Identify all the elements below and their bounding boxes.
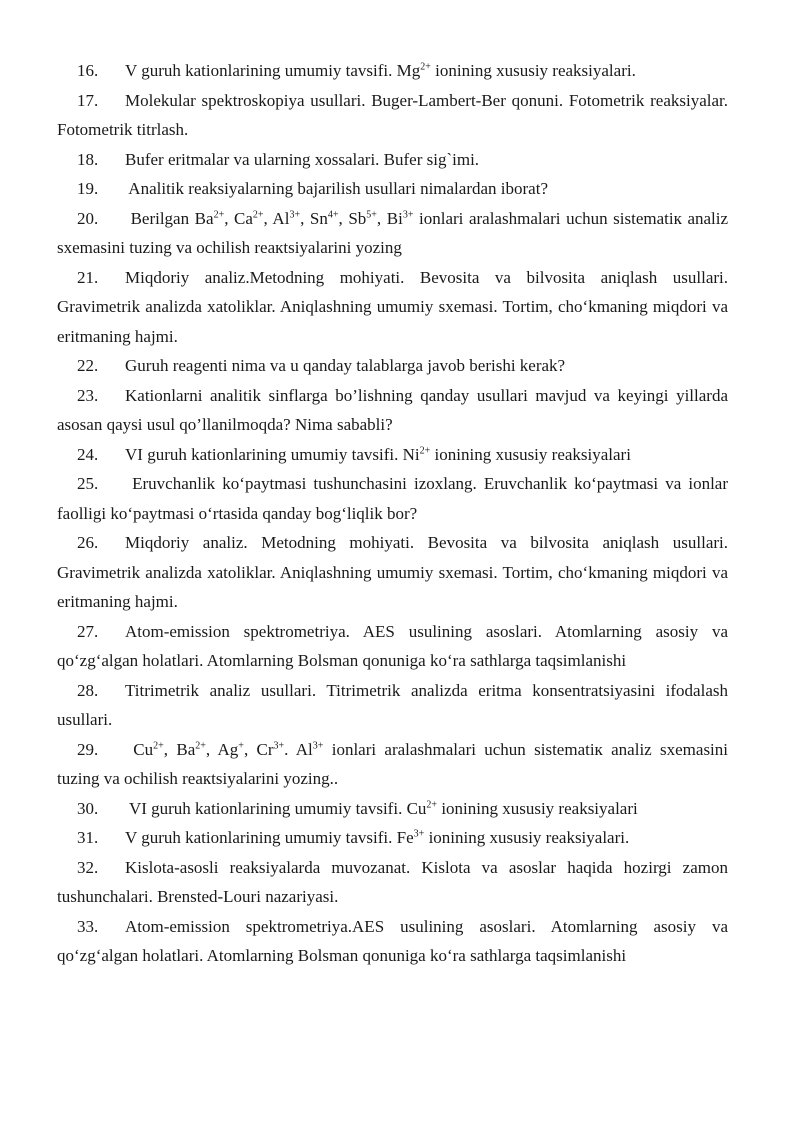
ion-charge: 3+ xyxy=(273,739,285,751)
question-number: 24. xyxy=(77,444,99,464)
question-item xyxy=(57,912,728,971)
question-text: Kationlarni analitik sinflarga bo’lishning qanday usullari mavjud va keyingi yillarda asosan qaysi usul qo’llanilmoqda? Nima sababli? xyxy=(57,385,728,434)
question-number: 20. xyxy=(77,208,99,228)
question-item xyxy=(57,853,728,912)
question-text: , Al xyxy=(263,208,290,228)
question-number: 26. xyxy=(77,533,99,552)
ion-charge: 2+ xyxy=(213,208,225,220)
question-text: , Bi xyxy=(376,208,403,228)
question-item xyxy=(57,528,728,617)
question-text: Bufer eritmalar va ularning xossalari. Bufer sig`imi. xyxy=(125,149,480,169)
ion-charge: 2+ xyxy=(420,61,431,73)
question-text: Guruh reagenti nima va u qanday talablarga javob berishi kerak? xyxy=(125,356,566,375)
question-text: ionlari aralashmalari uchun sistematiк analiz sxemasini tuzing va ochilish reaкtsiyalarini yozing xyxy=(57,208,729,257)
question-text: Cu xyxy=(125,739,154,759)
question-text: , Cr xyxy=(243,739,274,759)
question-text: ionining xususiy reaksiyalari. xyxy=(430,61,636,80)
question-text: Kislota-asosli reaksiyalarda muvozanat. Kislota va asoslar haqida hozirgi zamon tushunchalari. Brensted-Louri nazariyasi. xyxy=(57,857,728,906)
question-text: V guruh kationlarining umumiy tavsifi. Mg xyxy=(125,61,421,80)
ion-charge: 4+ xyxy=(327,208,339,220)
question-text: ionining xususiy reaksiyalari xyxy=(430,444,631,464)
question-text: ionining xususiy reaksiyalari. xyxy=(424,828,630,847)
question-item xyxy=(57,469,728,528)
question-text: , Sb xyxy=(338,208,367,228)
question-text: , Sn xyxy=(300,208,328,228)
question-text: . Al xyxy=(284,739,313,759)
question-number: 25. xyxy=(77,474,99,493)
question-number: 30. xyxy=(77,798,99,818)
question-text: Analitik reaksiyalarning bajarilish usullari nimalardan iborat? xyxy=(125,179,548,198)
question-text: ionlari aralashmalari uchun sistematiк analiz sxemasini tuzing va ochilish reaкtsiyalarini yozing.. xyxy=(57,739,729,788)
question-text: Miqdoriy analiz. Metodning mohiyati. Bevosita va bilvosita aniqlash usullari. Gravimetrik analizda xatoliklar. Aniqlashning umumiy sxemasi. Tortim, cho‘kmaning miqdori va eritmaning hajmi. xyxy=(57,533,728,611)
question-list xyxy=(57,56,728,971)
ion-charge: 2+ xyxy=(419,444,431,456)
question-number: 28. xyxy=(77,680,99,700)
question-item xyxy=(57,823,728,853)
question-item xyxy=(57,86,728,145)
ion-charge: 2+ xyxy=(195,739,206,751)
question-text: , Ca xyxy=(224,208,253,228)
question-number: 21. xyxy=(77,267,99,287)
question-number: 16. xyxy=(77,61,99,80)
question-item xyxy=(57,735,728,794)
question-number: 31. xyxy=(77,828,99,847)
question-text: VI guruh kationlarining umumiy tavsifi. Cu xyxy=(125,798,427,818)
question-text: Eruvchanlik ko‘paytmasi tushunchasini izoxlang. Eruvchanlik ko‘paytmasi va ionlar faolligi ko‘paytmasi o‘rtasida qanday bog‘liqlik bor? xyxy=(57,474,728,523)
question-item xyxy=(57,440,728,470)
question-text: Titrimetrik analiz usullari. Titrimetrik analizda eritma konsentratsiyasini ifodalash usullari. xyxy=(57,680,728,729)
question-number: 27. xyxy=(77,621,99,641)
question-text: Molekular spektroskopiya usullari. Buger-Lambert-Ber qonuni. Fotometrik reaksiyalar. Fotometrik titrlash. xyxy=(57,90,728,139)
question-item xyxy=(57,794,728,824)
question-number: 19. xyxy=(77,179,99,198)
question-number: 29. xyxy=(77,739,99,759)
ion-charge: 2+ xyxy=(426,798,438,810)
ion-charge: 3+ xyxy=(402,208,414,220)
question-text: Miqdoriy analiz.Metodning mohiyati. Bevosita va bilvosita aniqlash usullari. Gravimetrik analizda xatoliklar. Aniqlashning umumiy sxemasi. Tortim, cho‘kmaning miqdori va eritmaning hajmi. xyxy=(57,267,728,346)
question-number: 22. xyxy=(77,356,99,375)
ion-charge: 3+ xyxy=(289,208,301,220)
question-item xyxy=(57,676,728,735)
ion-charge: + xyxy=(238,739,244,751)
ion-charge: 5+ xyxy=(366,208,377,220)
question-item xyxy=(57,145,728,175)
question-number: 32. xyxy=(77,857,99,877)
question-item xyxy=(57,263,728,352)
question-text: VI guruh kationlarining umumiy tavsifi. Ni xyxy=(125,444,420,464)
question-item xyxy=(57,56,728,86)
question-text: Atom-emission spektrometriya.AES usulining asoslari. Atomlarning asosiy va qo‘zg‘algan holatlari. Atomlarning Bolsman qonuniga ko‘ra sathlarga taqsimlanishi xyxy=(57,916,728,965)
question-text: Berilgan Ba xyxy=(125,208,214,228)
question-item xyxy=(57,617,728,676)
question-text: , Ba xyxy=(163,739,196,759)
question-text: Atom-emission spektrometriya. AES usulining asoslari. Atomlarning asosiy va qo‘zg‘algan holatlari. Atomlarning Bolsman qonuniga ko‘ra sathlarga taqsimlanishi xyxy=(57,621,728,670)
question-number: 23. xyxy=(77,385,99,405)
question-item xyxy=(57,204,728,263)
ion-charge: 2+ xyxy=(252,208,264,220)
question-text: V guruh kationlarining umumiy tavsifi. Fe xyxy=(125,828,414,847)
question-number: 33. xyxy=(77,916,99,936)
ion-charge: 3+ xyxy=(312,739,324,751)
question-text: ionining xususiy reaksiyalari xyxy=(437,798,638,818)
question-text: , Ag xyxy=(205,739,239,759)
ion-charge: 2+ xyxy=(153,739,164,751)
question-item xyxy=(57,174,728,204)
question-number: 18. xyxy=(77,149,99,169)
ion-charge: 3+ xyxy=(413,828,425,840)
question-item xyxy=(57,381,728,440)
question-item xyxy=(57,351,728,381)
question-number: 17. xyxy=(77,90,99,110)
